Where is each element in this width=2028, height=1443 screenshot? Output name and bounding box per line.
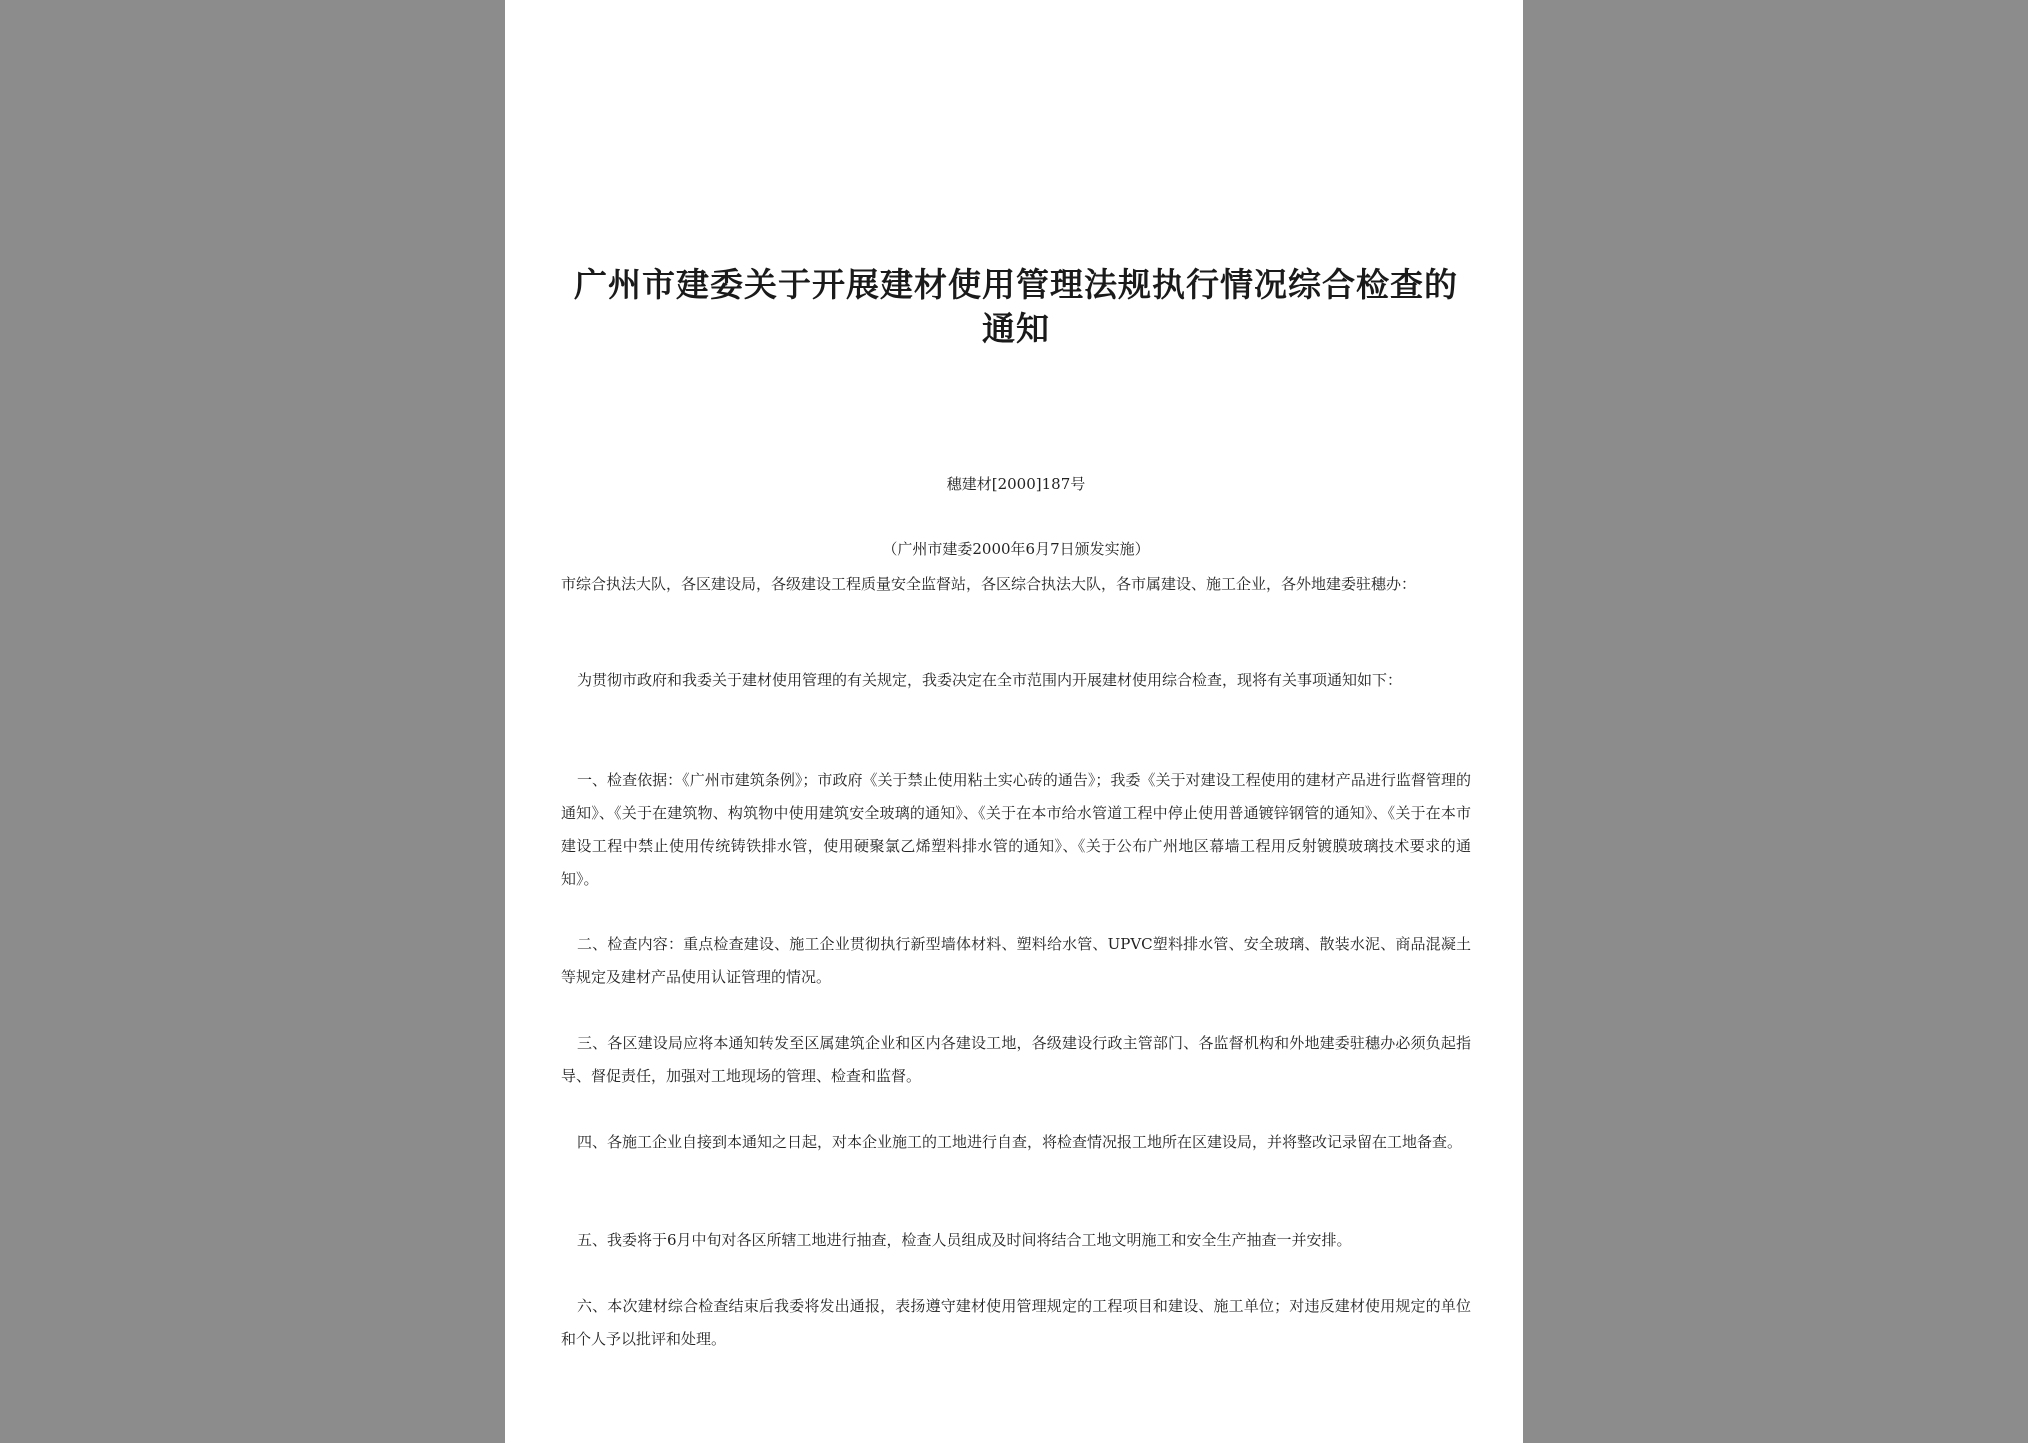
document-page bbox=[505, 0, 1523, 1443]
item-paragraph-1: 一、检查依据：《广州市建筑条例》；市政府《关于禁止使用粘土实心砖的通告》；我委《关于对建设工程使用的建材产品进行监督管理的通知》、《关于在建筑物、构筑物中使用建筑安全玻璃的通知》、《关于在本市给水管道工程中停止使用普通镀锌钢管的通知》、《关于在本市建设工程中禁止使用传统铸铁排水管，使用硬聚氯乙烯塑料排水管的通知》、《关于公布广州地区幕墙工程用反射镀膜玻璃技术要求的通知》。 bbox=[561, 771, 1471, 888]
issue-note: （广州市建委2000年6月7日颁发实施） bbox=[882, 540, 1150, 558]
addressee-paragraph: 市综合执法大队，各区建设局，各级建设工程质量安全监督站，各区综合执法大队，各市属建设、施工企业，各外地建委驻穗办： bbox=[561, 575, 1417, 593]
document-number: 穗建材[2000]187号 bbox=[946, 475, 1086, 493]
item-paragraph-2: 二、检查内容：重点检查建设、施工企业贯彻执行新型墙体材料、塑料给水管、UPVC塑料排水管、安全玻璃、散装水泥、商品混凝土等规定及建材产品使用认证管理的情况。 bbox=[561, 935, 1471, 986]
item-paragraph-6: 六、本次建材综合检查结束后我委将发出通报，表扬遵守建材使用管理规定的工程项目和建设、施工单位；对违反建材使用规定的单位和个人予以批评和处理。 bbox=[561, 1297, 1471, 1348]
document-title: 广州市建委关于开展建材使用管理法规执行情况综合检查的通知 bbox=[574, 265, 1458, 348]
item-paragraph-5: 五、我委将于6月中旬对各区所辖工地进行抽查，检查人员组成及时间将结合工地文明施工和安全生产抽查一并安排。 bbox=[577, 1231, 1352, 1249]
item-paragraph-3: 三、各区建设局应将本通知转发至区属建筑企业和区内各建设工地，各级建设行政主管部门、各监督机构和外地建委驻穗办必须负起指导、督促责任，加强对工地现场的管理、检查和监督。 bbox=[561, 1034, 1471, 1085]
intro-paragraph: 为贯彻市政府和我委关于建材使用管理的有关规定，我委决定在全市范围内开展建材使用综合检查，现将有关事项通知如下： bbox=[577, 671, 1403, 689]
item-paragraph-4: 四、各施工企业自接到本通知之日起，对本企业施工的工地进行自查，将检查情况报工地所在区建设局，并将整改记录留在工地备查。 bbox=[577, 1133, 1463, 1151]
